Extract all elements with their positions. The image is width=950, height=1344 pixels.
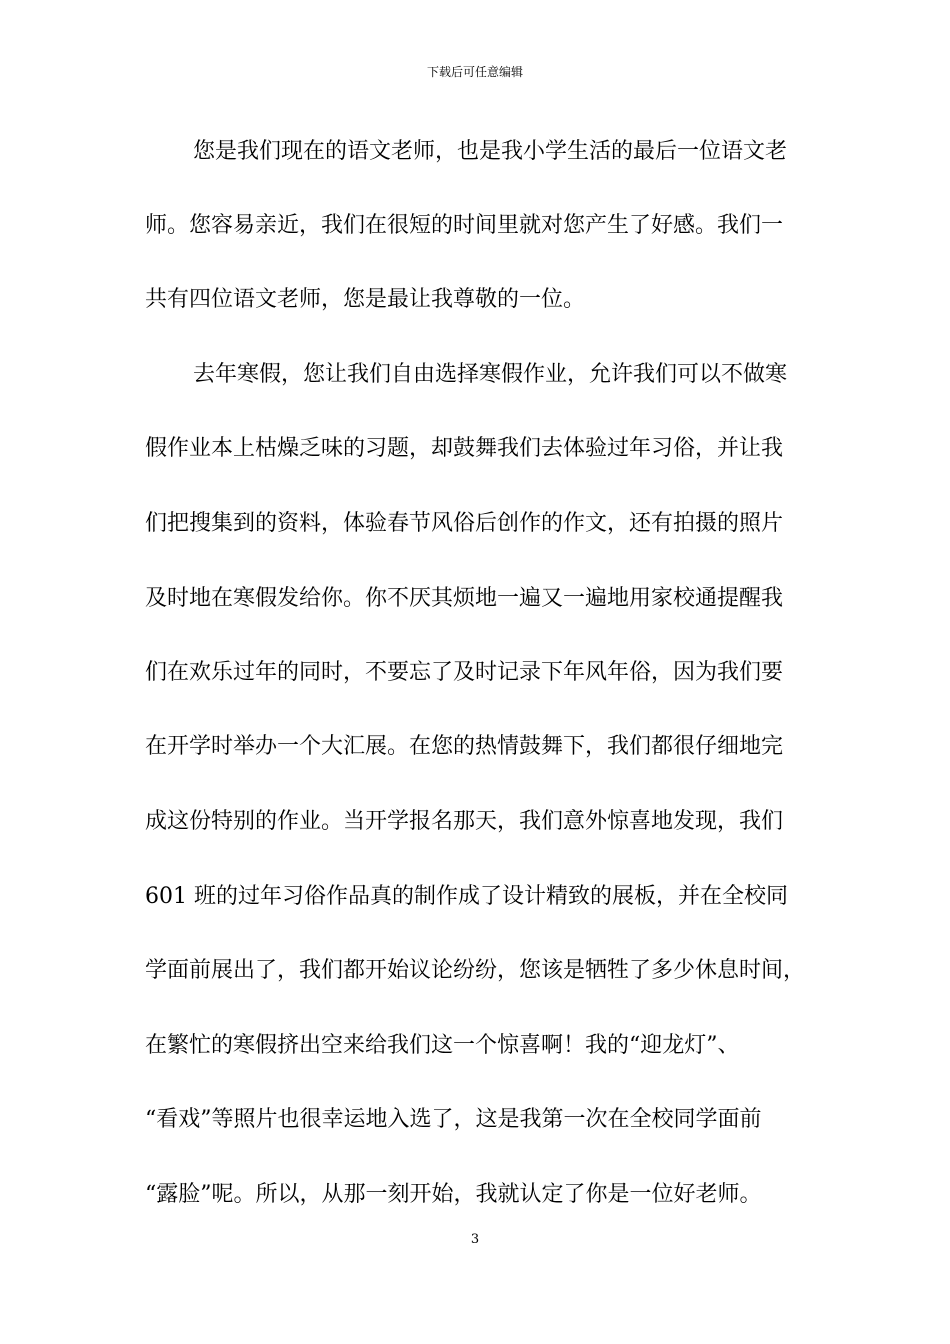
text-line: 学面前展出了，我们都开始议论纷纷，您该是牺牲了多少休息时间， xyxy=(145,958,806,983)
text-line: 们把搜集到的资料，体验春节风俗后创作的作文，还有拍摄的照片 xyxy=(145,511,784,536)
text-line: 在开学时举办一个大汇展。在您的热情鼓舞下，我们都很仔细地完 xyxy=(145,734,784,759)
text-line: 们在欢乐过年的同时，不要忘了及时记录下年风年俗，因为我们要 xyxy=(145,660,784,685)
text-line: “看戏”等照片也很幸运地入选了，这是我第一次在全校同学面前 xyxy=(145,1107,762,1132)
text-line: 成这份特别的作业。当开学报名那天，我们意外惊喜地发现，我们 xyxy=(145,809,784,834)
text-line: 您是我们现在的语文老师，也是我小学生活的最后一位语文老 xyxy=(193,139,788,164)
text-line: 假作业本上枯燥乏味的习题，却鼓舞我们去体验过年习俗，并让我 xyxy=(145,436,784,461)
text-line: “露脸”呢。所以，从那一刻开始，我就认定了你是一位好老师。 xyxy=(145,1182,762,1207)
page-number: 3 xyxy=(470,1232,480,1247)
text-line: 共有四位语文老师，您是最让我尊敬的一位。 xyxy=(145,287,586,312)
text-line: 师。您容易亲近，我们在很短的时间里就对您产生了好感。我们一 xyxy=(145,213,784,238)
text-line: 在繁忙的寒假挤出空来给我们这一个惊喜啊！我的“迎龙灯”、 xyxy=(145,1033,740,1058)
text-line: 及时地在寒假发给你。你不厌其烦地一遍又一遍地用家校通提醒我 xyxy=(145,586,784,611)
page-header: 下载后可任意编辑 xyxy=(426,65,523,79)
text-line: 601 班的过年习俗作品真的制作成了设计精致的展板，并在全校同 xyxy=(145,884,788,909)
text-line: 去年寒假，您让我们自由选择寒假作业，允许我们可以不做寒 xyxy=(193,362,788,387)
